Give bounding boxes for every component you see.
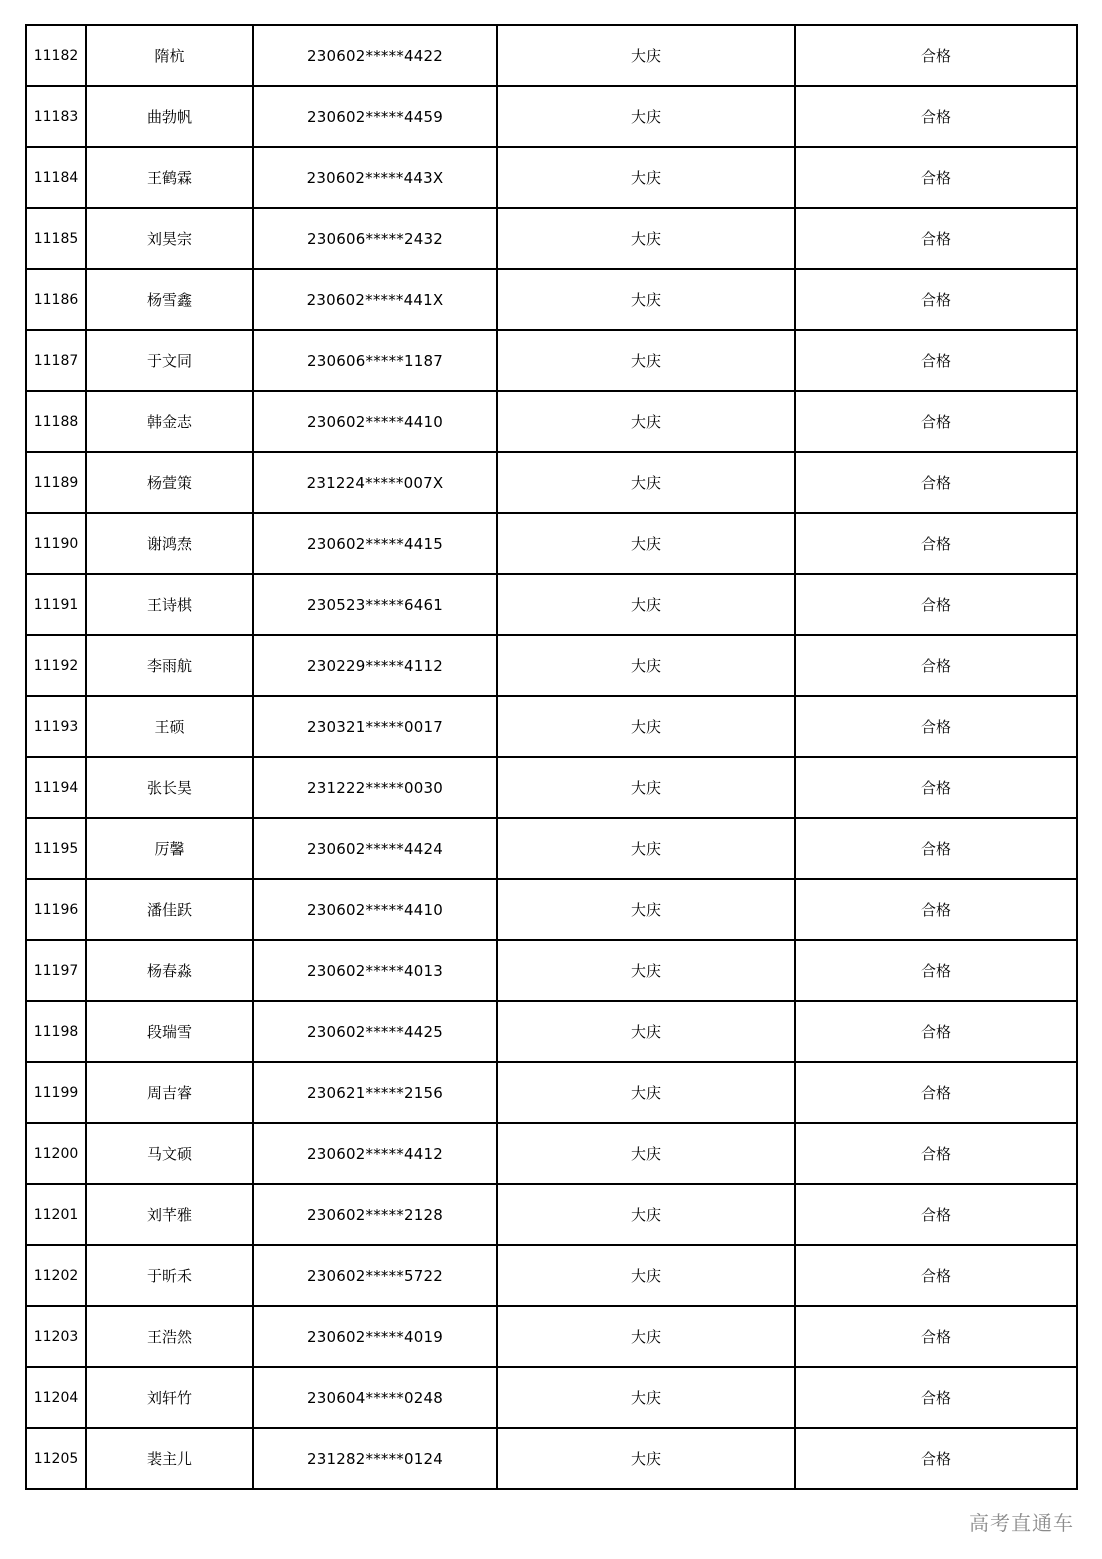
- name-cell: 杨萱策: [86, 452, 253, 513]
- id-number-cell: 230602*****4459: [253, 86, 497, 147]
- table-row: [26, 452, 1077, 513]
- id-number-cell: 230602*****4410: [253, 391, 497, 452]
- table-row: [26, 1428, 1077, 1489]
- city-cell: 大庆: [497, 1001, 795, 1062]
- result-cell: 合格: [795, 1123, 1077, 1184]
- city-cell: 大庆: [497, 1367, 795, 1428]
- name-cell: 裴主儿: [86, 1428, 253, 1489]
- table-row: [26, 635, 1077, 696]
- name-cell: 刘芊雅: [86, 1184, 253, 1245]
- table-row: [26, 940, 1077, 1001]
- table-row: [26, 269, 1077, 330]
- city-cell: 大庆: [497, 86, 795, 147]
- id-number-cell: 230602*****4410: [253, 879, 497, 940]
- name-cell: 潘佳跃: [86, 879, 253, 940]
- table-row: [26, 1306, 1077, 1367]
- serial-number-cell: 11196: [26, 879, 86, 940]
- serial-number-cell: 11182: [26, 25, 86, 86]
- id-number-cell: 230621*****2156: [253, 1062, 497, 1123]
- city-cell: 大庆: [497, 1062, 795, 1123]
- result-cell: 合格: [795, 86, 1077, 147]
- result-cell: 合格: [795, 1245, 1077, 1306]
- result-cell: 合格: [795, 1367, 1077, 1428]
- city-cell: 大庆: [497, 513, 795, 574]
- id-number-cell: 231222*****0030: [253, 757, 497, 818]
- name-cell: 厉馨: [86, 818, 253, 879]
- id-number-cell: 230602*****4422: [253, 25, 497, 86]
- city-cell: 大庆: [497, 25, 795, 86]
- id-number-cell: 231282*****0124: [253, 1428, 497, 1489]
- table-row: [26, 757, 1077, 818]
- id-number-cell: 230606*****2432: [253, 208, 497, 269]
- serial-number-cell: 11204: [26, 1367, 86, 1428]
- name-cell: 马文硕: [86, 1123, 253, 1184]
- city-cell: 大庆: [497, 330, 795, 391]
- result-cell: 合格: [795, 818, 1077, 879]
- result-cell: 合格: [795, 147, 1077, 208]
- results-table-body: [26, 25, 1077, 1489]
- name-cell: 刘昊宗: [86, 208, 253, 269]
- table-row: [26, 208, 1077, 269]
- serial-number-cell: 11191: [26, 574, 86, 635]
- city-cell: 大庆: [497, 208, 795, 269]
- name-cell: 曲勃帆: [86, 86, 253, 147]
- id-number-cell: 230602*****4412: [253, 1123, 497, 1184]
- serial-number-cell: 11193: [26, 696, 86, 757]
- city-cell: 大庆: [497, 818, 795, 879]
- results-table: [25, 24, 1078, 1490]
- table-row: [26, 25, 1077, 86]
- id-number-cell: 231224*****007X: [253, 452, 497, 513]
- name-cell: 于昕禾: [86, 1245, 253, 1306]
- city-cell: 大庆: [497, 574, 795, 635]
- serial-number-cell: 11194: [26, 757, 86, 818]
- table-row: [26, 330, 1077, 391]
- name-cell: 韩金志: [86, 391, 253, 452]
- id-number-cell: 230602*****5722: [253, 1245, 497, 1306]
- result-cell: 合格: [795, 25, 1077, 86]
- table-row: [26, 696, 1077, 757]
- name-cell: 刘轩竹: [86, 1367, 253, 1428]
- city-cell: 大庆: [497, 1184, 795, 1245]
- serial-number-cell: 11199: [26, 1062, 86, 1123]
- result-cell: 合格: [795, 513, 1077, 574]
- table-row: [26, 513, 1077, 574]
- result-cell: 合格: [795, 391, 1077, 452]
- result-cell: 合格: [795, 1184, 1077, 1245]
- serial-number-cell: 11186: [26, 269, 86, 330]
- name-cell: 周吉睿: [86, 1062, 253, 1123]
- serial-number-cell: 11188: [26, 391, 86, 452]
- serial-number-cell: 11205: [26, 1428, 86, 1489]
- city-cell: 大庆: [497, 147, 795, 208]
- serial-number-cell: 11195: [26, 818, 86, 879]
- serial-number-cell: 11183: [26, 86, 86, 147]
- result-cell: 合格: [795, 574, 1077, 635]
- name-cell: 杨春淼: [86, 940, 253, 1001]
- serial-number-cell: 11187: [26, 330, 86, 391]
- name-cell: 王诗棋: [86, 574, 253, 635]
- city-cell: 大庆: [497, 940, 795, 1001]
- result-cell: 合格: [795, 757, 1077, 818]
- table-row: [26, 1184, 1077, 1245]
- id-number-cell: 230606*****1187: [253, 330, 497, 391]
- city-cell: 大庆: [497, 1245, 795, 1306]
- serial-number-cell: 11198: [26, 1001, 86, 1062]
- serial-number-cell: 11184: [26, 147, 86, 208]
- name-cell: 王硕: [86, 696, 253, 757]
- city-cell: 大庆: [497, 1428, 795, 1489]
- city-cell: 大庆: [497, 452, 795, 513]
- result-cell: 合格: [795, 1062, 1077, 1123]
- table-row: [26, 1245, 1077, 1306]
- result-cell: 合格: [795, 208, 1077, 269]
- id-number-cell: 230602*****441X: [253, 269, 497, 330]
- name-cell: 隋杭: [86, 25, 253, 86]
- serial-number-cell: 11192: [26, 635, 86, 696]
- result-cell: 合格: [795, 940, 1077, 1001]
- serial-number-cell: 11189: [26, 452, 86, 513]
- id-number-cell: 230229*****4112: [253, 635, 497, 696]
- table-row: [26, 1367, 1077, 1428]
- city-cell: 大庆: [497, 1306, 795, 1367]
- watermark-text: 高考直通车: [969, 1511, 1074, 1535]
- id-number-cell: 230523*****6461: [253, 574, 497, 635]
- table-row: [26, 574, 1077, 635]
- name-cell: 杨雪鑫: [86, 269, 253, 330]
- city-cell: 大庆: [497, 391, 795, 452]
- name-cell: 李雨航: [86, 635, 253, 696]
- id-number-cell: 230602*****4415: [253, 513, 497, 574]
- table-row: [26, 1123, 1077, 1184]
- table-row: [26, 86, 1077, 147]
- serial-number-cell: 11190: [26, 513, 86, 574]
- result-cell: 合格: [795, 696, 1077, 757]
- serial-number-cell: 11185: [26, 208, 86, 269]
- city-cell: 大庆: [497, 879, 795, 940]
- table-row: [26, 818, 1077, 879]
- city-cell: 大庆: [497, 696, 795, 757]
- city-cell: 大庆: [497, 757, 795, 818]
- city-cell: 大庆: [497, 635, 795, 696]
- id-number-cell: 230602*****4425: [253, 1001, 497, 1062]
- result-cell: 合格: [795, 1306, 1077, 1367]
- result-cell: 合格: [795, 1428, 1077, 1489]
- city-cell: 大庆: [497, 269, 795, 330]
- result-cell: 合格: [795, 1001, 1077, 1062]
- result-cell: 合格: [795, 330, 1077, 391]
- table-row: [26, 147, 1077, 208]
- serial-number-cell: 11202: [26, 1245, 86, 1306]
- serial-number-cell: 11201: [26, 1184, 86, 1245]
- id-number-cell: 230321*****0017: [253, 696, 497, 757]
- id-number-cell: 230602*****4013: [253, 940, 497, 1001]
- serial-number-cell: 11200: [26, 1123, 86, 1184]
- table-row: [26, 879, 1077, 940]
- name-cell: 段瑞雪: [86, 1001, 253, 1062]
- name-cell: 王浩然: [86, 1306, 253, 1367]
- name-cell: 张长昊: [86, 757, 253, 818]
- id-number-cell: 230602*****4424: [253, 818, 497, 879]
- result-cell: 合格: [795, 269, 1077, 330]
- name-cell: 于文同: [86, 330, 253, 391]
- table-row: [26, 1062, 1077, 1123]
- name-cell: 谢鸿焘: [86, 513, 253, 574]
- table-row: [26, 391, 1077, 452]
- result-cell: 合格: [795, 879, 1077, 940]
- result-cell: 合格: [795, 452, 1077, 513]
- id-number-cell: 230602*****4019: [253, 1306, 497, 1367]
- result-cell: 合格: [795, 635, 1077, 696]
- id-number-cell: 230604*****0248: [253, 1367, 497, 1428]
- name-cell: 王鹤霖: [86, 147, 253, 208]
- city-cell: 大庆: [497, 1123, 795, 1184]
- serial-number-cell: 11197: [26, 940, 86, 1001]
- serial-number-cell: 11203: [26, 1306, 86, 1367]
- id-number-cell: 230602*****2128: [253, 1184, 497, 1245]
- id-number-cell: 230602*****443X: [253, 147, 497, 208]
- table-row: [26, 1001, 1077, 1062]
